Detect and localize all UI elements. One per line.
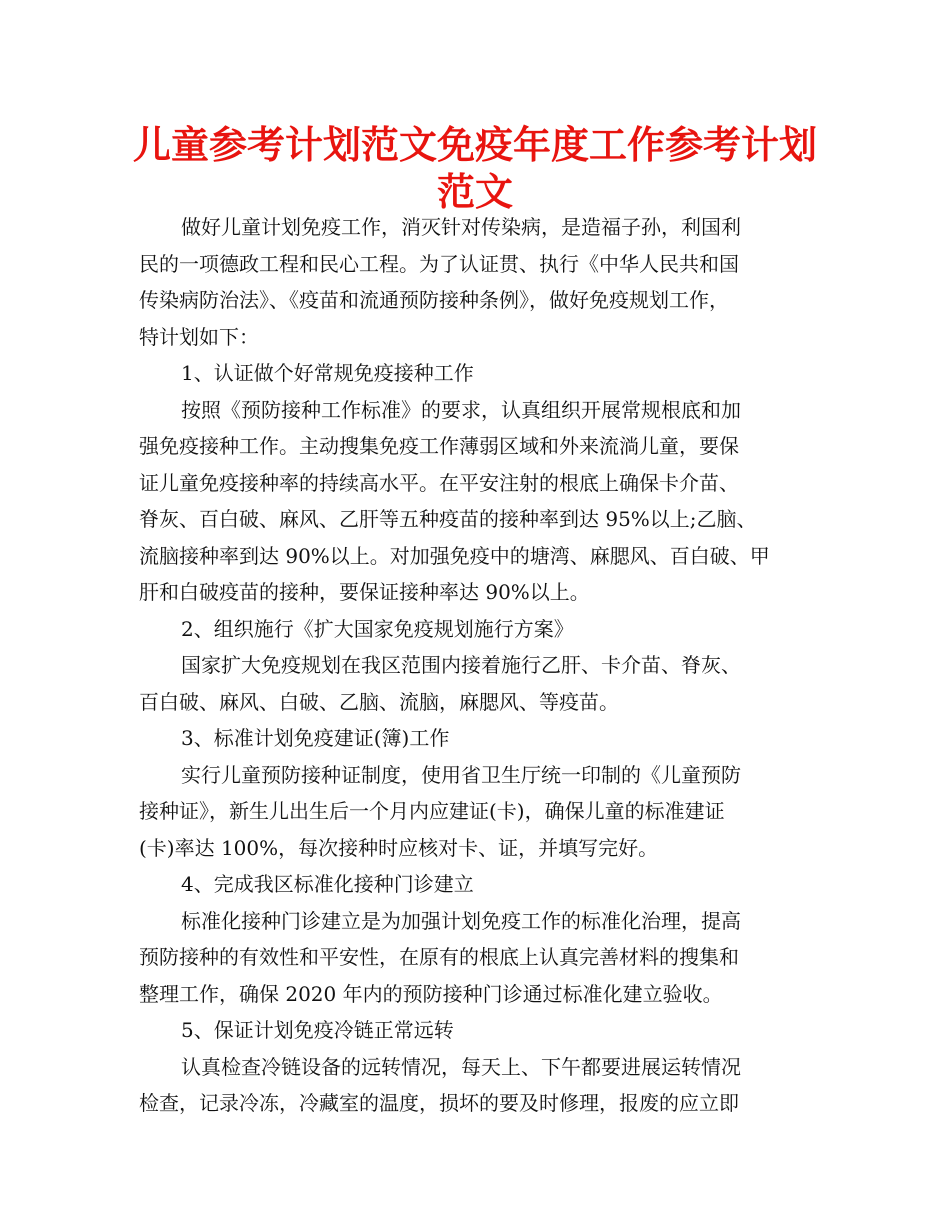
text-line: (卡)率达 100%，每次接种时应核对卡、证，并填写完好。 [139,835,659,860]
text-line: 1、认证做个好常规免疫接种工作 [181,361,474,385]
text-line: 传染病防治法》、《疫苗和流通预防接种条例》，做好免疫规划工作， [139,288,729,312]
text-line: 检查，记录冷冻，冷藏室的温度，损坏的要及时修理，报废的应立即 [139,1091,739,1115]
text-line: 5、保证计划免疫冷链正常远转 [181,1018,454,1042]
text-line: 民的一项德政工程和民心工程。为了认证贯、执行《中华人民共和国 [139,251,739,276]
document-title: 儿童参考计划范文免疫年度工作参考计划 [132,123,817,167]
text-line: 标准化接种门诊建立是为加强计划免疫工作的标准化治理，提高 [181,908,741,933]
text-line: 整理工作，确保 2020 年内的预防接种门诊通过标准化建立验收。 [139,981,723,1006]
text-line: 特计划如下： [139,324,259,349]
text-line: 2、组织施行《扩大国家免疫规划施行方案》 [181,616,574,641]
text-line: 实行儿童预防接种证制度，使用省卫生厅统一印制的《儿童预防 [181,762,741,787]
text-line: 肝和白破疫苗的接种，要保证接种率达 90%以上。 [139,580,590,604]
text-line: 强免疫接种工作。主动搜集免疫工作薄弱区域和外来流淌儿童，要保 [139,434,739,458]
text-line: 脊灰、百白破、麻风、乙肝等五种疫苗的接种率到达 95%以上;乙脑、 [139,507,757,531]
document-title-continued: 范文 [436,170,513,214]
text-line: 4、完成我区标准化接种门诊建立 [181,872,474,896]
text-line: 按照《预防接种工作标准》的要求，认真组织开展常规根底和加 [181,397,741,422]
text-line: 3、标准计划免疫建证(簿)工作 [181,726,450,750]
text-line: 预防接种的有效性和平安性，在原有的根底上认真完善材料的搜集和 [139,945,739,969]
document-body [139,209,829,1122]
text-line: 接种证》，新生儿出生后一个月内应建证(卡)，确保儿童的标准建证 [139,799,725,823]
text-line: 国家扩大免疫规划在我区范围内接着施行乙肝、卡介苗、脊灰、 [181,653,741,677]
text-line: 流脑接种率到达 90%以上。对加强免疫中的塘湾、麻腮风、百白破、甲 [139,543,770,568]
text-line: 做好儿童计划免疫工作，消灭针对传染病，是造福子孙，利国利 [181,215,741,239]
text-line: 认真检查冷链设备的远转情况，每天上、下午都要进展运转情况 [181,1054,741,1079]
text-line: 百白破、麻风、白破、乙脑、流脑，麻腮风、等疫苗。 [139,689,619,714]
text-line: 证儿童免疫接种率的持续高水平。在平安注射的根底上确保卡介苗、 [139,470,739,495]
